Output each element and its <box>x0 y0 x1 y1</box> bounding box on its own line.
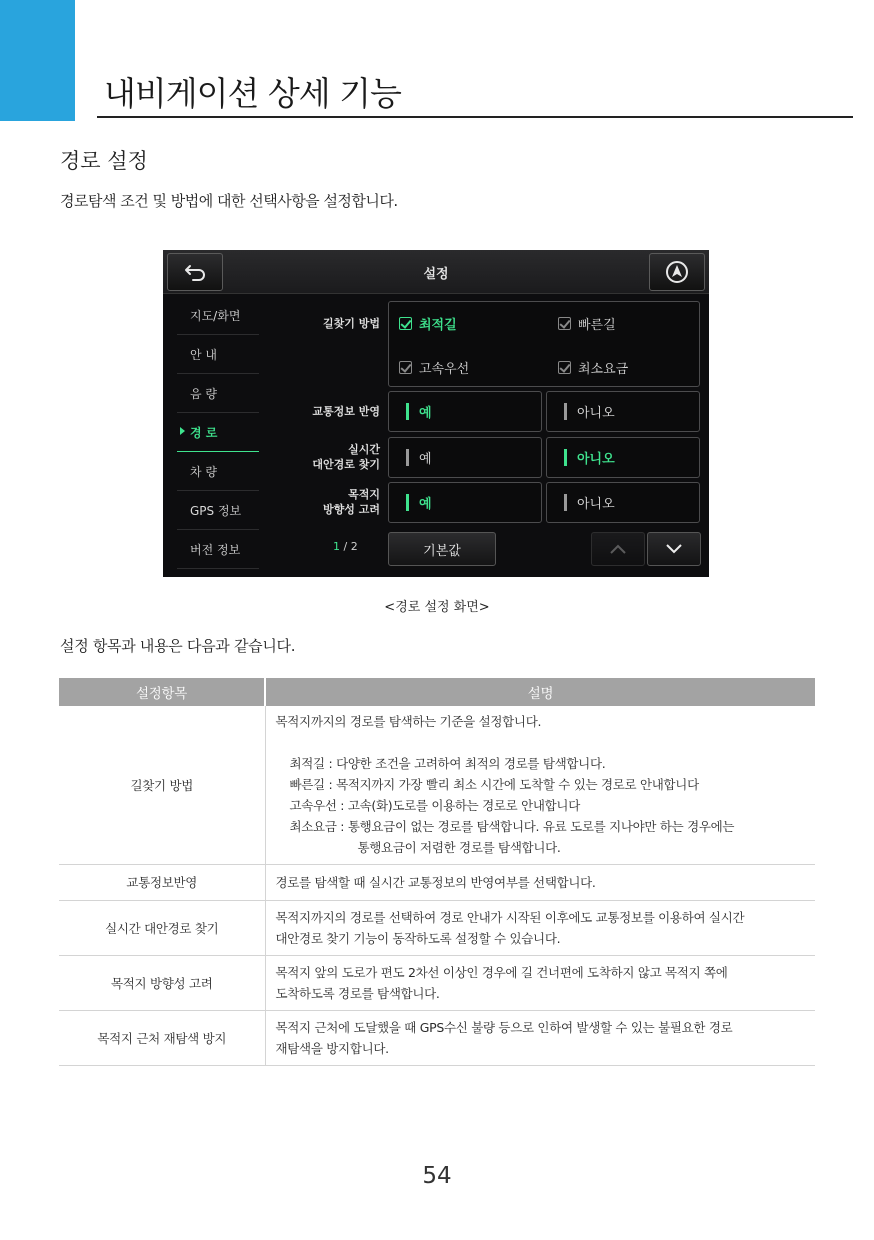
route-option-min-toll-label: 최소요금 <box>578 362 629 377</box>
desc-line: 목적지 앞의 도로가 편도 2차선 이상인 경우에 길 건너편에 도착하지 않고 목적지 쪽에 <box>275 964 728 980</box>
intro-text: 설정 항목과 내용은 다음과 같습니다. <box>60 637 296 655</box>
direction-no-option[interactable] <box>546 482 700 523</box>
table-row <box>59 1010 815 1065</box>
sidebar-item-guidance[interactable]: 안 내 <box>177 335 259 374</box>
realtime-label-line1: 실시간 <box>348 443 380 456</box>
navigation-arrow-icon <box>665 260 689 284</box>
direction-yes-label: 예 <box>419 497 432 512</box>
sidebar-item-route-label: 경 로 <box>190 425 218 440</box>
direction-label-line2: 방향성 고려 <box>323 503 380 516</box>
route-method-options <box>388 301 700 387</box>
table-row <box>59 864 815 900</box>
sidebar-item-volume[interactable]: 음 량 <box>177 374 259 413</box>
navigation-button[interactable] <box>649 253 705 291</box>
desc-line: 목적지까지의 경로를 탐색하는 기준을 설정합니다. <box>275 714 542 730</box>
traffic-no-option[interactable] <box>546 391 700 432</box>
desc-line: 빠른길 : 목적지까지 가장 빨리 최소 시간에 도착할 수 있는 경로로 안내합니다 <box>289 777 699 793</box>
route-method-label: 길찾기 방법 <box>323 317 380 330</box>
table-cell-value <box>265 955 815 1010</box>
settings-table <box>59 678 815 1066</box>
desc-line: 최소요금 : 통행요금이 없는 경로를 탐색합니다. 유료 도로를 지나야만 하는 경우에는 <box>289 819 735 835</box>
corner-tab <box>0 0 75 121</box>
indicator-bar <box>406 494 409 511</box>
sidebar-item-vehicle[interactable]: 차 량 <box>177 452 259 491</box>
table-cell-value <box>265 900 815 955</box>
active-arrow-icon <box>180 427 185 435</box>
realtime-no-label: 아니오 <box>577 452 615 467</box>
route-option-fast[interactable] <box>558 314 616 333</box>
desc-line: 도착하도록 경로를 탐색합니다. <box>275 985 440 1001</box>
table-cell-value <box>265 706 815 864</box>
desc-line: 재탐색을 방지합니다. <box>275 1040 389 1056</box>
page-title: 내비게이션 상세 기능 <box>104 74 401 113</box>
route-option-min-toll[interactable] <box>558 358 628 377</box>
device-sidebar <box>163 294 273 577</box>
direction-yes-option[interactable] <box>388 482 542 523</box>
sidebar-item-route[interactable] <box>177 413 259 452</box>
indicator-bar <box>564 403 567 420</box>
desc-line: 대안경로 찾기 기능이 동작하도록 설정할 수 있습니다. <box>275 930 561 946</box>
table-header-description: 설명 <box>265 678 815 706</box>
page-number: 54 <box>422 1163 452 1189</box>
desc-line: 고속우선 : 고속(화)도로를 이용하는 경로로 안내합니다 <box>289 798 580 814</box>
table-row <box>59 955 815 1010</box>
desc-line: 경로를 탐색할 때 실시간 교통정보의 반영여부를 선택합니다. <box>275 874 596 890</box>
table-cell-value <box>265 864 815 900</box>
checkbox-icon <box>399 361 412 374</box>
table-row <box>59 706 815 864</box>
checkbox-icon <box>399 317 412 330</box>
table-header-item: 설정항목 <box>59 678 265 706</box>
direction-label-line1: 목적지 <box>348 488 380 501</box>
direction-no-label: 아니오 <box>577 497 615 512</box>
table-cell-key: 목적지 방향성 고려 <box>59 955 265 1010</box>
table-cell-key: 교통정보반영 <box>59 864 265 900</box>
route-option-highway[interactable] <box>399 358 469 377</box>
device-content <box>273 294 709 577</box>
traffic-yes-label: 예 <box>419 406 432 421</box>
default-button[interactable]: 기본값 <box>388 532 496 566</box>
device-header <box>163 250 709 294</box>
desc-line: 목적지 근처에 도달했을 때 GPS수신 불량 등으로 인하여 발생할 수 있는 불필요한 경로 <box>275 1019 733 1035</box>
traffic-label: 교통정보 반영 <box>312 405 380 418</box>
sidebar-item-map[interactable]: 지도/화면 <box>177 296 259 335</box>
direction-label <box>323 487 380 517</box>
page-up-button[interactable] <box>591 532 645 566</box>
device-title: 설정 <box>423 267 449 282</box>
realtime-label-line2: 대안경로 찾기 <box>312 458 380 471</box>
section-description: 경로탐색 조건 및 방법에 대한 선택사항을 설정합니다. <box>60 192 398 210</box>
indicator-bar <box>406 449 409 466</box>
table-row <box>59 900 815 955</box>
table-cell-key: 길찾기 방법 <box>59 706 265 864</box>
sidebar-item-version[interactable]: 버전 정보 <box>177 530 259 569</box>
route-option-highway-label: 고속우선 <box>419 362 470 377</box>
realtime-label <box>312 442 380 472</box>
route-option-fast-label: 빠른길 <box>578 318 616 333</box>
device-screenshot <box>163 250 709 577</box>
page-total: / 2 <box>340 540 358 553</box>
realtime-yes-label: 예 <box>419 452 432 467</box>
traffic-no-label: 아니오 <box>577 406 615 421</box>
table-cell-key: 실시간 대안경로 찾기 <box>59 900 265 955</box>
table-cell-key: 목적지 근처 재탐색 방지 <box>59 1010 265 1065</box>
sidebar-item-gps[interactable]: GPS 정보 <box>177 491 259 530</box>
desc-line: 최적길 : 다양한 조건을 고려하여 최적의 경로를 탐색합니다. <box>289 756 606 772</box>
traffic-yes-option[interactable] <box>388 391 542 432</box>
page-indicator <box>333 540 358 553</box>
figure-caption: <경로 설정 화면> <box>384 600 490 615</box>
route-option-optimal-label: 최적길 <box>419 318 457 333</box>
page-down-button[interactable] <box>647 532 701 566</box>
indicator-bar <box>564 494 567 511</box>
chevron-down-icon <box>665 544 683 554</box>
route-option-optimal[interactable] <box>399 314 457 333</box>
indicator-bar <box>406 403 409 420</box>
page-current: 1 <box>333 540 340 553</box>
indicator-bar <box>564 449 567 466</box>
checkbox-icon <box>558 361 571 374</box>
section-title: 경로 설정 <box>60 149 148 173</box>
checkbox-icon <box>558 317 571 330</box>
realtime-no-option[interactable] <box>546 437 700 478</box>
desc-line: 목적지까지의 경로를 선택하여 경로 안내가 시작된 이후에도 교통정보를 이용하여 실시간 <box>275 909 745 925</box>
realtime-yes-option[interactable] <box>388 437 542 478</box>
chevron-up-icon <box>609 544 627 554</box>
table-header-row <box>59 678 815 706</box>
table-cell-value <box>265 1010 815 1065</box>
title-rule <box>97 116 853 118</box>
desc-line: 통행요금이 저렴한 경로를 탐색합니다. <box>357 840 561 856</box>
